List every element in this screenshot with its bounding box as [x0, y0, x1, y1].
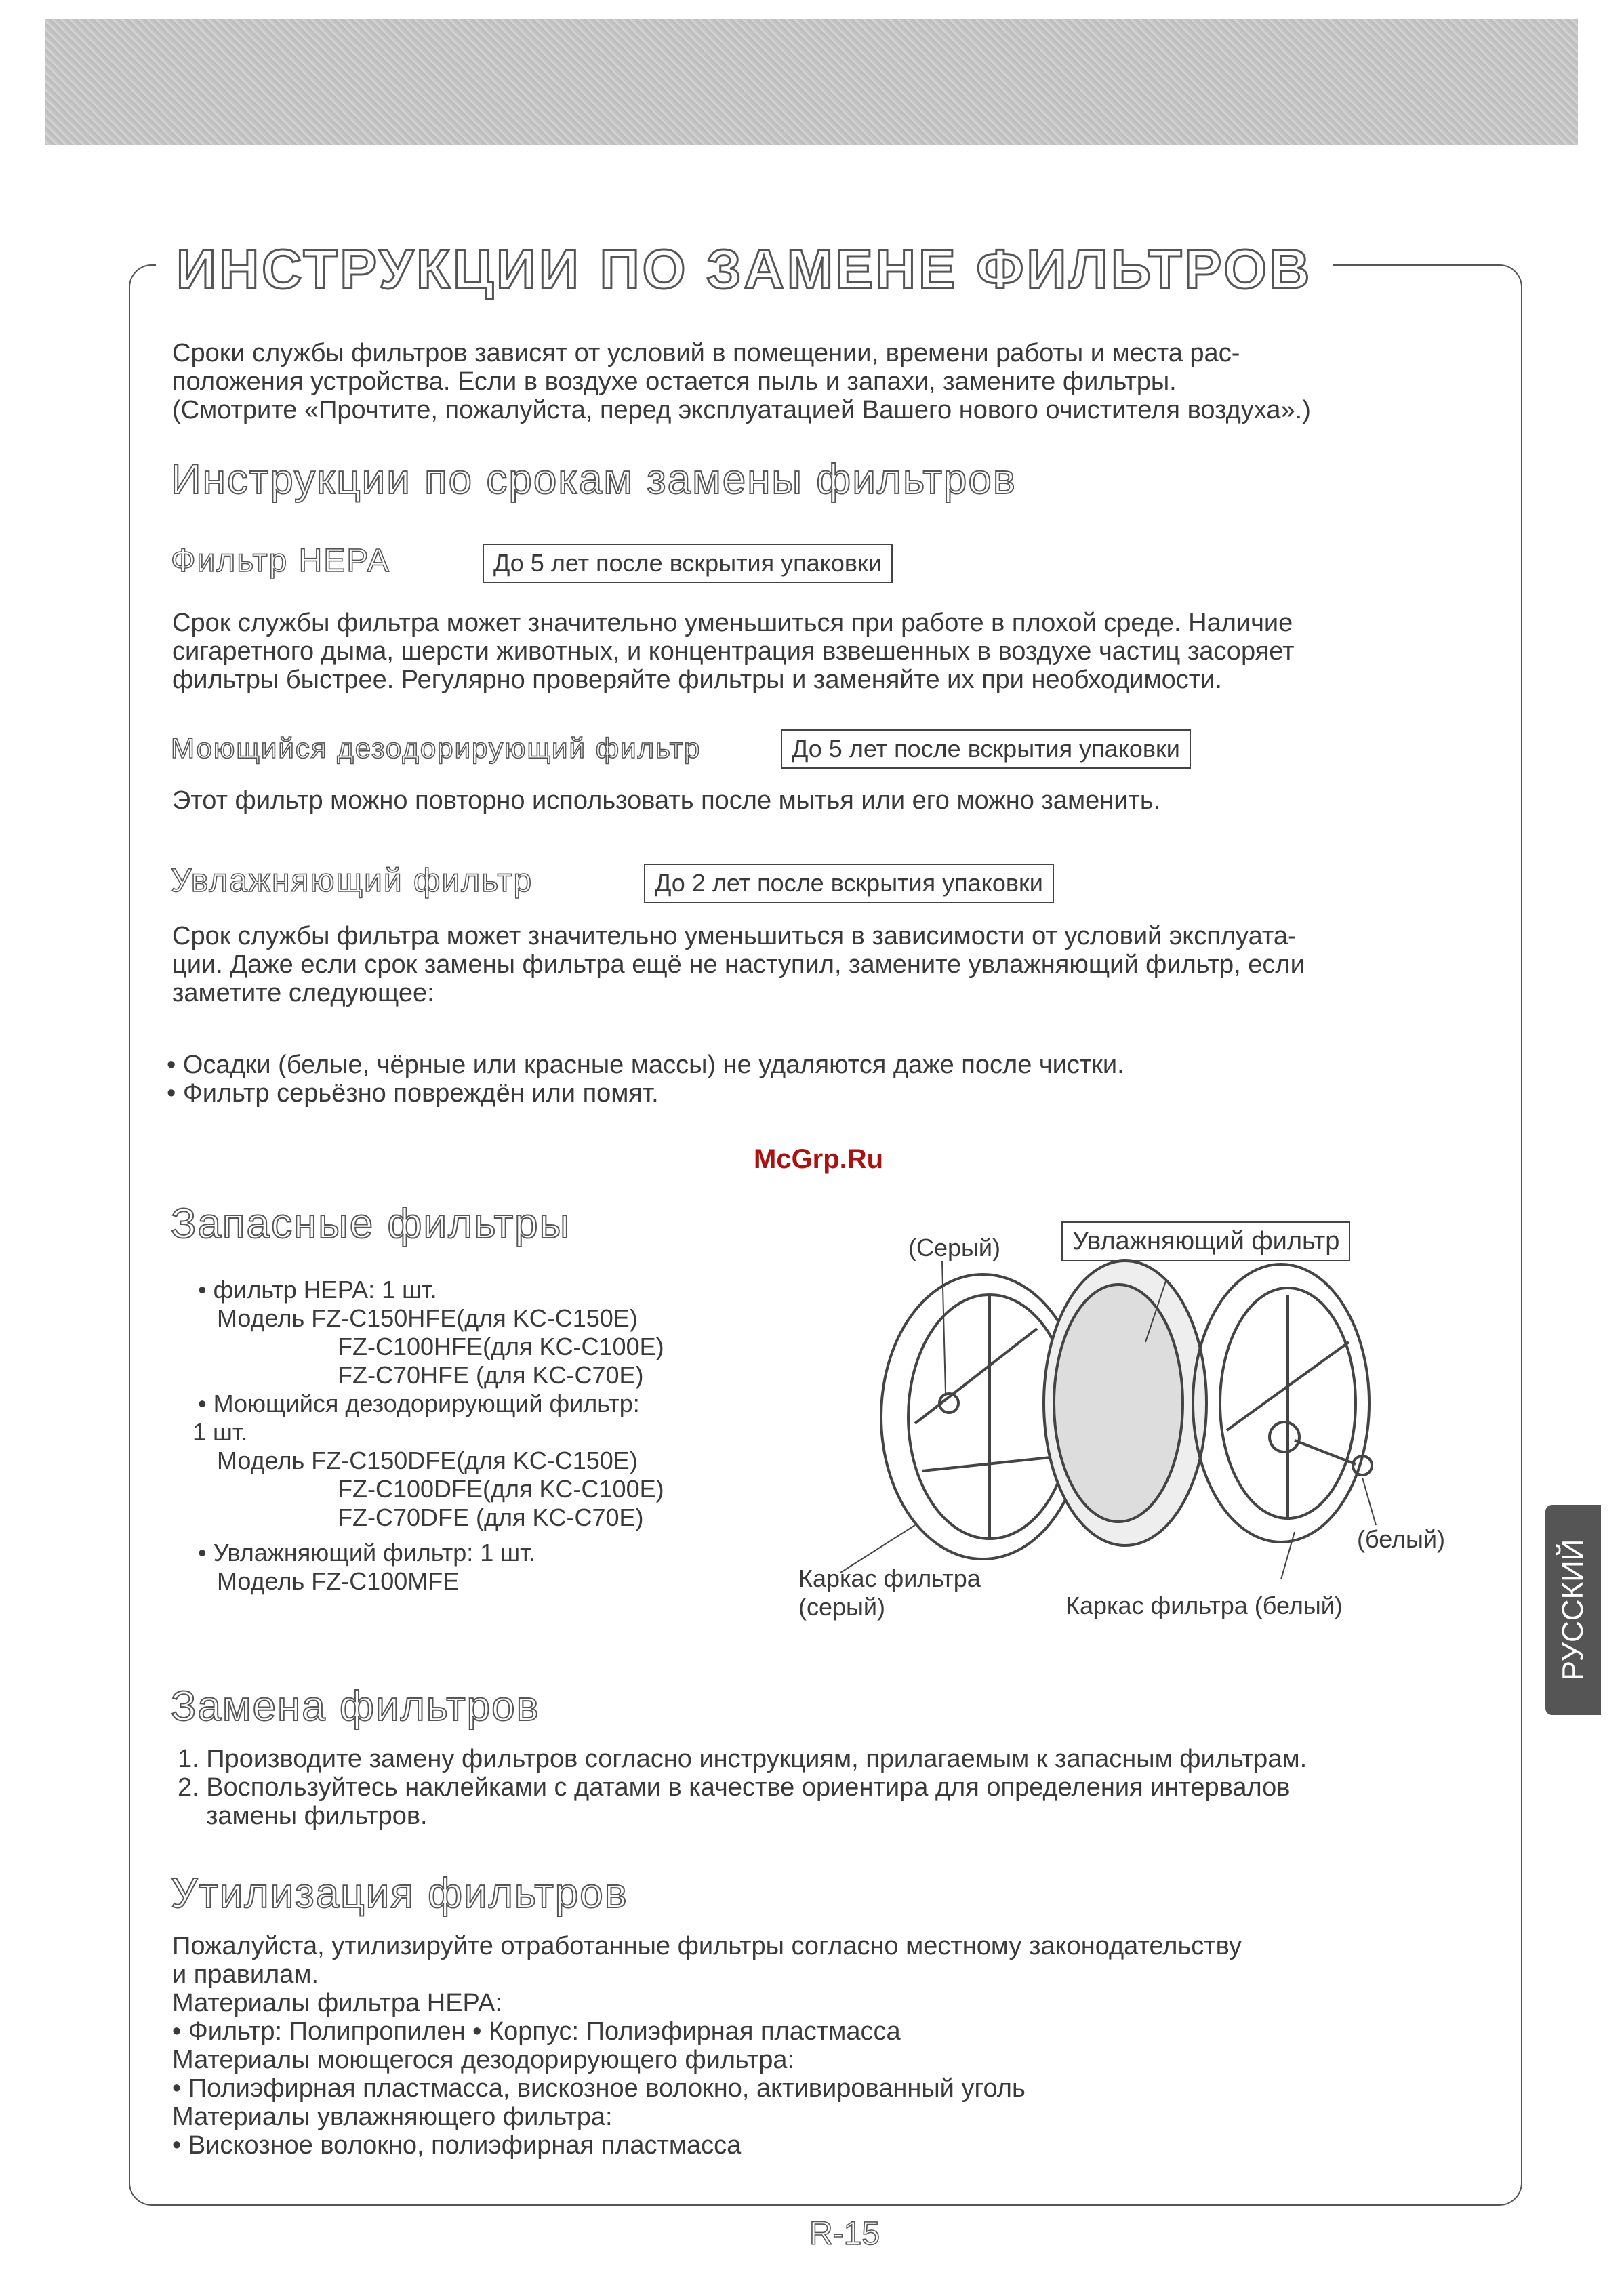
replace-item: замены фильтров.: [206, 1802, 428, 1830]
spare-line: • Увлажняющий фильтр: 1 шт.: [198, 1539, 535, 1567]
page-title: ИНСТРУКЦИИ ПО ЗАМЕНЕ ФИЛЬТРОВ: [176, 239, 1313, 300]
label-frame-gray-line: (серый): [798, 1593, 886, 1621]
shaft: [1295, 1440, 1356, 1464]
disposal-text: [172, 1932, 1242, 2160]
disposal-line: и правилам.: [172, 1960, 319, 1989]
leader-line: [1281, 1532, 1295, 1579]
header-band: [45, 19, 1578, 145]
replace-heading: Замена фильтров: [171, 1683, 540, 1730]
spare-line: FZ-C70HFE (для KC-C70E): [338, 1361, 644, 1389]
label-gray: (Серый): [908, 1234, 1001, 1261]
humid-line: заметите следующее:: [172, 979, 434, 1007]
humid-line: ции. Даже если срок замены фильтра ещё не наступил, замените увлажняющий фильтр, если: [172, 950, 1305, 979]
humid-label: Увлажняющий фильтр: [171, 863, 533, 899]
intro: [172, 339, 1311, 424]
humid-filter-inner: [1054, 1285, 1183, 1522]
label-humid-filter: Увлажняющий фильтр: [1061, 1221, 1350, 1261]
disposal-line: • Вискозное волокно, полиэфирная пластмасса: [172, 2131, 742, 2160]
intro-line: положения устройства. Если в воздухе остается пыль и запахи, замените фильтры.: [172, 367, 1177, 396]
disposal-line: • Фильтр: Полипропилен • Корпус: Полиэфирная пластмасса: [172, 2017, 901, 2046]
spare-line: Модель FZ-C150HFE(для KC-C150E): [217, 1304, 638, 1332]
replace-item: 2. Воспользуйтесь наклейками с датами в качестве ориентира для определения интервалов: [178, 1773, 1291, 1802]
disposal-line: • Полиэфирная пластмасса, вискозное волокно, активированный уголь: [172, 2074, 1026, 2103]
language-tab-label: РУССКИЙ: [1556, 1539, 1589, 1681]
spare-line: Модель FZ-C100MFE: [217, 1567, 460, 1595]
humid-bullets: [167, 1051, 1124, 1108]
spare-line: 1 шт.: [192, 1418, 248, 1446]
deodor-text: Этот фильтр можно повторно использовать после мытья или его можно заменить.: [172, 786, 1161, 815]
hepa-label: Фильтр HEPA: [171, 543, 390, 579]
replace-item: 1. Производите замену фильтров согласно инструкциям, прилагаемым к запасным фильтрам.: [178, 1745, 1307, 1773]
list-item: • Осадки (белые, чёрные или красные массы) не удаляются даже после чистки.: [167, 1051, 1124, 1079]
page-number: R-15: [809, 2216, 880, 2252]
spare-line: FZ-C70DFE (для KC-C70E): [338, 1503, 644, 1531]
language-tab: [1545, 1505, 1601, 1715]
disposal-line: Материалы увлажняющего фильтра:: [172, 2103, 613, 2131]
hepa-line: фильтры быстрее. Регулярно проверяйте фильтры и заменяйте их при необходимости.: [172, 666, 1222, 694]
hepa-text: [172, 609, 1295, 694]
timing-heading: Инструкции по срокам замены фильтров: [171, 456, 1017, 503]
leader-line: [942, 1261, 946, 1393]
gray-frame-spoke: [915, 1329, 1037, 1423]
hepa-period: До 5 лет после вскрытия упаковки: [483, 544, 893, 583]
spare-line: FZ-C100DFE(для KC-C100E): [338, 1475, 664, 1503]
label-white: (белый): [1357, 1525, 1446, 1553]
label-frame-gray-line: Каркас фильтра: [798, 1564, 981, 1592]
intro-line: (Смотрите «Прочтите, пожалуйста, перед эксплуатацией Вашего нового очистителя воздуха».): [172, 396, 1311, 424]
spare-heading: Запасные фильтры: [171, 1200, 571, 1247]
deodor-label: Моющийся дезодорирующий фильтр: [171, 732, 702, 764]
disposal-line: Материалы фильтра HEPA:: [172, 1989, 502, 2017]
hepa-line: сигаретного дыма, шерсти животных, и концентрация взвешенных в воздухе частиц засоряет: [172, 637, 1295, 666]
hepa-line: Срок службы фильтра может значительно уменьшиться при работе в плохой среде. Наличие: [172, 609, 1293, 637]
disposal-line: Материалы моющегося дезодорирующего фильтра:: [172, 2046, 795, 2074]
white-hub: [1270, 1422, 1299, 1452]
replace-list: [178, 1745, 1307, 1830]
disposal-line: Пожалуйста, утилизируйте отработанные фильтры согласно местному законодательству: [172, 1932, 1242, 1960]
humid-period: До 2 лет после вскрытия упаковки: [644, 864, 1054, 903]
spare-list: [192, 1276, 664, 1596]
deodor-period: До 5 лет после вскрытия упаковки: [781, 729, 1191, 769]
leader-line: [1362, 1478, 1376, 1525]
watermark: McGrp.Ru: [754, 1144, 884, 1174]
title-wrap: [156, 237, 1333, 302]
label-frame-gray: [798, 1564, 981, 1621]
label-frame-white: Каркас фильтра (белый): [1065, 1592, 1343, 1619]
humid-text: [172, 922, 1305, 1007]
spare-line: Модель FZ-C150DFE(для KC-C150E): [217, 1447, 638, 1474]
disposal-heading: Утилизация фильтров: [171, 1870, 628, 1917]
spare-line: • Моющийся дезодорирующий фильтр:: [198, 1390, 640, 1417]
gray-frame-spoke: [922, 1457, 1051, 1471]
spare-line: • фильтр HEPA: 1 шт.: [198, 1276, 437, 1304]
humid-line: Срок службы фильтра может значительно уменьшиться в зависимости от условий эксплуата-: [172, 922, 1297, 950]
spare-line: FZ-C100HFE(для KC-C100E): [338, 1333, 664, 1360]
intro-line: Сроки службы фильтров зависят от условий в помещении, времени работы и места рас-: [172, 339, 1240, 367]
list-item: • Фильтр серьёзно повреждён или помят.: [167, 1079, 659, 1108]
